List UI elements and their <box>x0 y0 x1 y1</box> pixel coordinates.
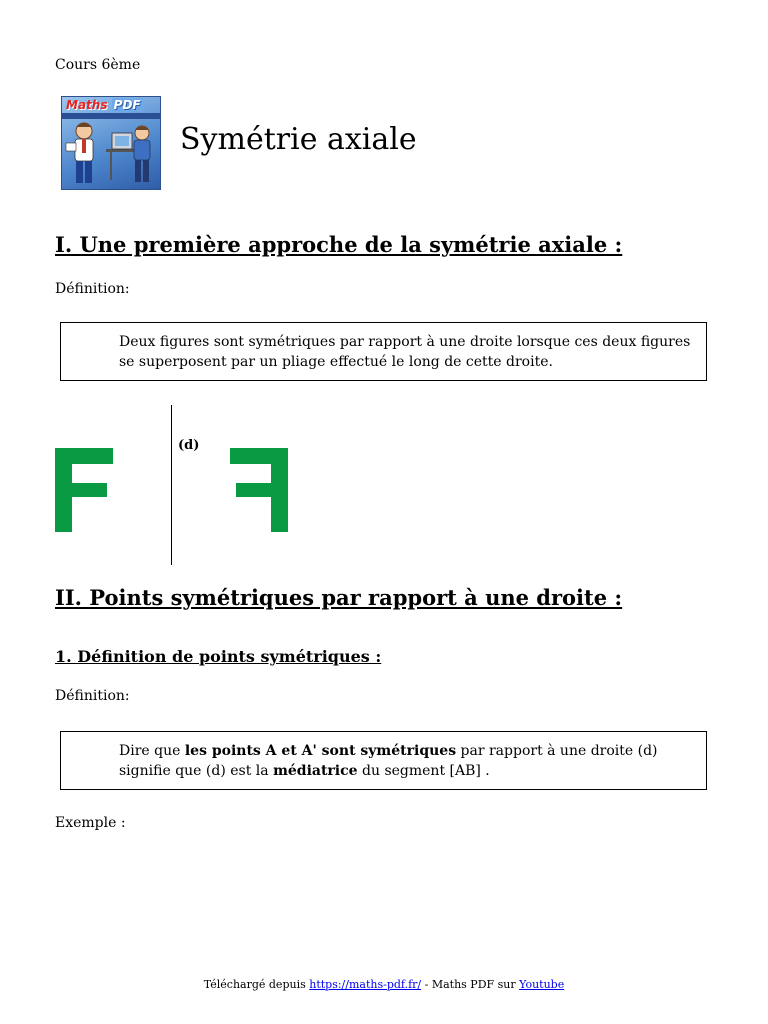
definition-text-part: Dire que <box>119 743 185 759</box>
letter-f-figure <box>55 448 113 532</box>
letter-f-mirrored-figure <box>230 448 288 532</box>
logo-illustration-icon <box>62 119 160 189</box>
definition-bold-part: médiatrice <box>273 763 358 779</box>
section1-definition-box <box>60 322 707 381</box>
definition-text-part: du segment [AB] . <box>357 763 490 779</box>
course-level: Cours 6ème <box>55 57 141 73</box>
footer-text: - Maths PDF sur <box>421 978 520 991</box>
section1-heading: I. Une première approche de la symétrie axiale : <box>55 232 623 257</box>
definition-text-part: par rapport à une droite (d) signifie que (d) est la <box>119 743 658 779</box>
section2-definition-label: Définition: <box>55 688 130 704</box>
page-footer <box>0 978 768 991</box>
maths-pdf-logo <box>61 96 161 190</box>
section2-heading: II. Points symétriques par rapport à une droite : <box>55 585 623 610</box>
example-label: Exemple : <box>55 815 126 831</box>
symmetry-axis-line <box>171 405 172 565</box>
section1-definition-text: Deux figures sont symétriques par rapport à une droite lorsque ces deux figures se superposent par un pliage effectué le long de cette droite. <box>119 334 691 370</box>
footer-text: Téléchargé depuis <box>203 978 310 991</box>
logo-wordmark: Maths PDF <box>66 98 141 112</box>
subsection1-heading: 1. Définition de points symétriques : <box>55 647 382 666</box>
definition-bold-part: les points A et A' sont symétriques <box>184 743 457 759</box>
section1-definition-label: Définition: <box>55 281 130 297</box>
youtube-link[interactable]: Youtube <box>519 978 565 991</box>
section2-definition-box <box>60 731 707 790</box>
maths-pdf-link[interactable]: https://maths-pdf.fr/ <box>309 978 422 991</box>
axis-label: (d) <box>178 438 200 453</box>
page-title: Symétrie axiale <box>180 122 417 157</box>
